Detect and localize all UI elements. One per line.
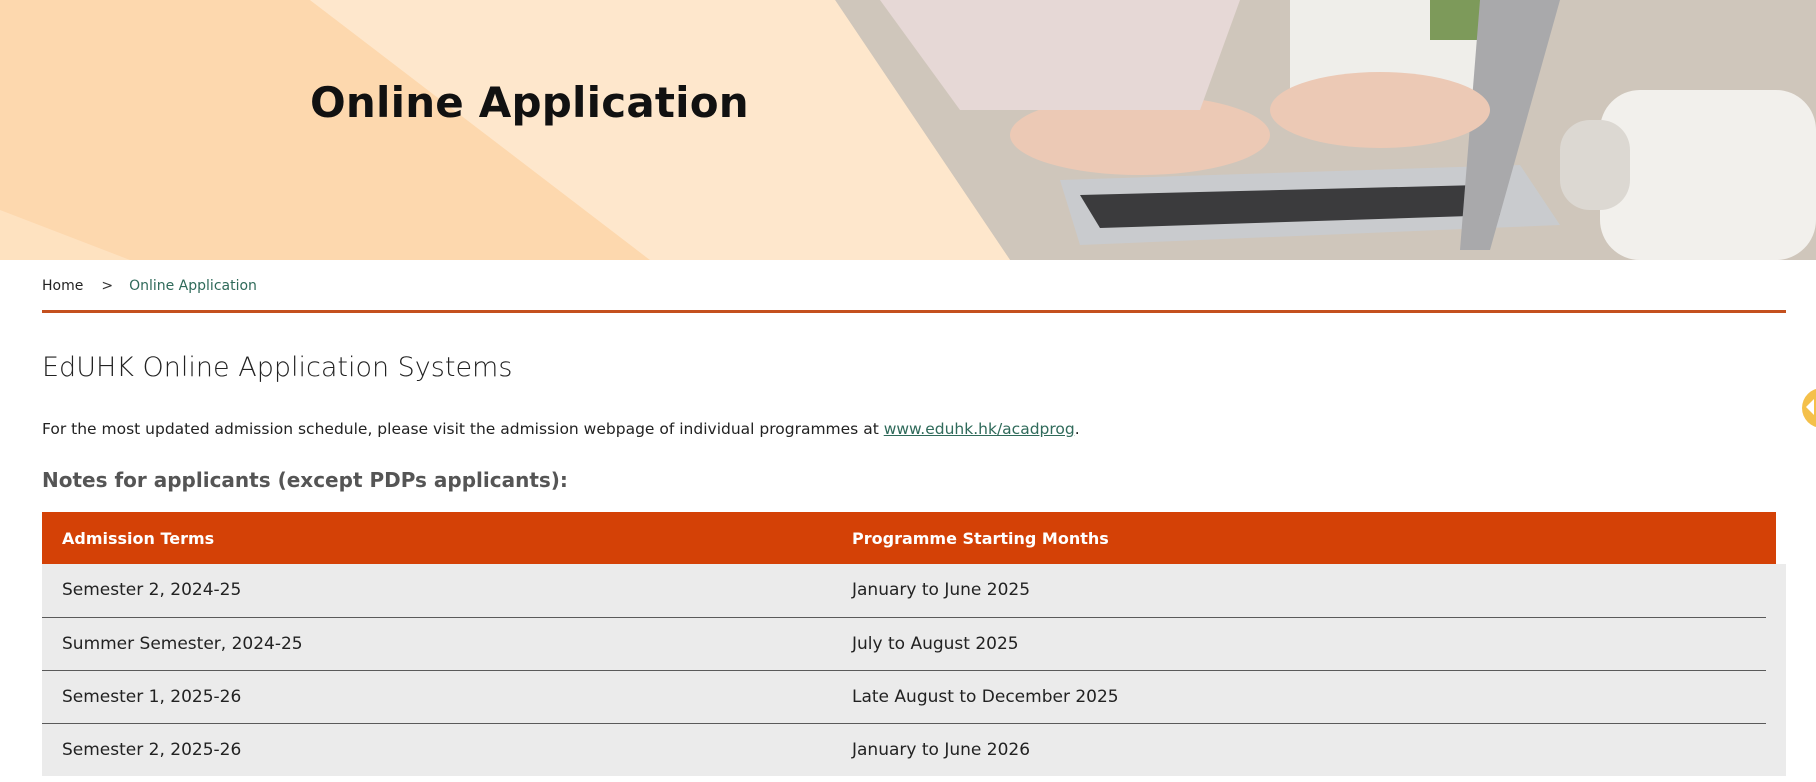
starting-months-cell: January to June 2025	[832, 564, 1776, 617]
starting-months-cell: July to August 2025	[832, 617, 1776, 670]
intro-end: .	[1074, 420, 1080, 438]
table-header-row	[42, 512, 1776, 564]
chevron-left-icon	[1806, 399, 1814, 415]
breadcrumb-divider	[42, 310, 1786, 313]
table-row	[42, 670, 1776, 723]
admission-terms-table	[42, 512, 1786, 776]
page-title: Online Application	[310, 78, 749, 127]
intro-text: For the most updated admission schedule, please visit the admission webpage of individual programmes at	[42, 420, 884, 438]
admission-term-cell: Semester 1, 2025-26	[42, 670, 832, 723]
admission-term-cell: Semester 2, 2025-26	[42, 723, 832, 776]
breadcrumb-home-link[interactable]: Home	[42, 278, 84, 294]
admission-term-cell: Semester 2, 2024-25	[42, 564, 832, 617]
table-row	[42, 723, 1776, 776]
header-programme-starting-months: Programme Starting Months	[832, 512, 1776, 564]
starting-months-cell: Late August to December 2025	[832, 670, 1776, 723]
hero-background-image	[0, 0, 1816, 260]
table-row	[42, 564, 1776, 617]
breadcrumb	[42, 276, 257, 296]
starting-months-cell: January to June 2026	[832, 723, 1776, 776]
chevron-right-icon: >	[101, 278, 114, 294]
admission-term-cell: Summer Semester, 2024-25	[42, 617, 832, 670]
acadprog-link[interactable]: www.eduhk.hk/acadprog	[883, 420, 1075, 438]
breadcrumb-current-link[interactable]: Online Application	[129, 278, 257, 294]
intro-paragraph	[42, 420, 1080, 438]
table-row	[42, 617, 1776, 670]
notes-heading: Notes for applicants (except PDPs applicants):	[42, 468, 568, 492]
section-heading: EdUHK Online Application Systems	[42, 352, 513, 383]
side-panel-toggle[interactable]	[1802, 388, 1816, 428]
hero-banner	[0, 0, 1816, 260]
header-admission-terms: Admission Terms	[42, 512, 832, 564]
